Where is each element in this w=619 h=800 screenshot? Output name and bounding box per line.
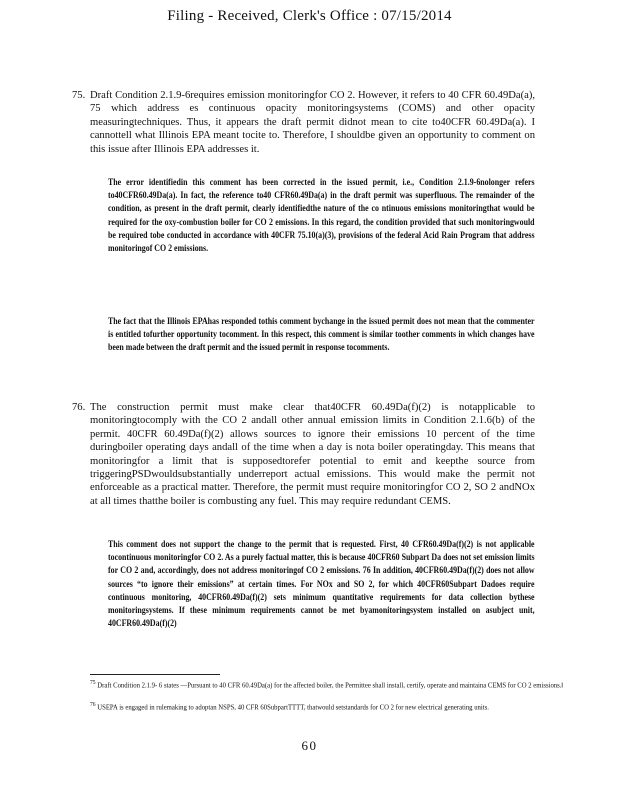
comment-text: Draft Condition 2.1.9-6requires emission monitoringfor CO 2. However, it refers to 40 CFR 60.49Da(a), 75 which address es continuous opacity monitoringsystems (COMS) and other opacity measuringtechniques. Thus, it appears the draft permit didnot mean to cite to40CFR 60.49Da(a). I cannottell what Illinois EPA meant tocite to. Therefore, I shouldbe given an opportunity to comment on this issue after Illinois EPA addresses it. xyxy=(90,90,535,155)
footnote-text: USEPA is engaged in rulemaking to adoptan NSPS, 40 CFR 60SubpartTTTT, thatwould setstandards for CO 2 for new electrical generating units. xyxy=(97,702,489,712)
footnote-75 xyxy=(90,678,564,691)
comment-number: 76. xyxy=(72,402,86,413)
response-76-part-1 xyxy=(108,538,535,630)
footnote-number: 75 xyxy=(90,679,96,686)
filing-header: Filing - Received, Clerk's Office : 07/15/2014 xyxy=(167,8,452,24)
footnote-separator xyxy=(90,674,220,675)
comment-text: The construction permit must make clear that40CFR 60.49Da(f)(2) is notapplicable to monitoringtocomply with the CO 2 andall other annual emission limits in Condition 2.1.6(b) of the permit. 40CFR 60.49Da(f)(2) allows sources to ignore their emissions 10 percent of the time duringboiler operating days andall of the time when a day is nota boiler operatingday. This means that monitoringfor a limit that is supposedtorefer potential to emit and keepthe source from triggeringPSDwouldsubstantially underreport actual emissions. This would make the permit not enforceable as a practical matter. Therefore, the permit must require monitoringfor CO 2, SO 2 andNOx at all times thatthe boiler is combusting any fuel. This may require redundant CEMS. xyxy=(90,402,535,507)
response-text: The error identifiedin this comment has been corrected in the issued permit, i.e., Condition 2.1.9-6nolonger refers to40CFR60.49Da(a). In fact, the reference to40 CFR60.49Da(a) in the draft permit was superfluous. The remainder of the condition, as present in the draft permit, clearly identifiedthe nature of the co ntinuous emissions monitoringthat would be required for the oxy-combustion boiler for CO 2 emissions. In this regard, the condition provided that such monitoringwould be required tobe conducted in accordance with 40CFR 75.10(a)(3), provisions of the federal Acid Rain Program that address monitoringof CO 2 emissions. xyxy=(108,177,535,254)
footnote-number: 76 xyxy=(90,701,96,708)
response-75-part-1 xyxy=(108,176,535,255)
comment-75 xyxy=(72,89,535,156)
response-text: The fact that the Illinois EPAhas responded tothis comment bychange in the issued permit does not mean that the commenter is entitled tofurther opportunity tocomment. In this respect, this comment is similar toother comments in which changes have been made between the draft permit and the issued permit in response tocomments. xyxy=(108,316,535,353)
response-75-part-2 xyxy=(108,315,535,355)
comment-number: 75. xyxy=(72,90,86,101)
comment-76 xyxy=(72,401,535,508)
footnote-text: Draft Condition 2.1.9- 6 states —Pursuant to 40 CFR 60.49Da(a) for the affected boiler, the Permittee shall install, certify, operate and maintaina CEMS for CO 2 emissions.‖ xyxy=(97,680,564,690)
page-number: 60 xyxy=(301,738,318,753)
response-text: This comment does not support the change to the permit that is requested. First, 40 CFR60.49Da(f)(2) is not applicable tocontinuous monitoringfor CO 2. As a purely factual matter, this is because 40CFR60 Subpart Da does not set emission limits for CO 2 and, accordingly, does not address monitoringof CO 2 emissions. 76 In addition, 40CFR60.49Da(f)(2) does not allow sources “to ignore their emissions” at certain times. For NOx and SO 2, for which 40CFR60Subpart Dadoes require continuous monitoring, 40CFR60.49Da(f)(2) sets minimum quantitative requirements for data collection bythese monitoringsystems. If these minimum requirements cannot be met byamonitoringsystem installed on asubject unit, 40CFR60.49Da(f)(2) xyxy=(108,539,535,629)
footnote-76 xyxy=(90,700,537,713)
